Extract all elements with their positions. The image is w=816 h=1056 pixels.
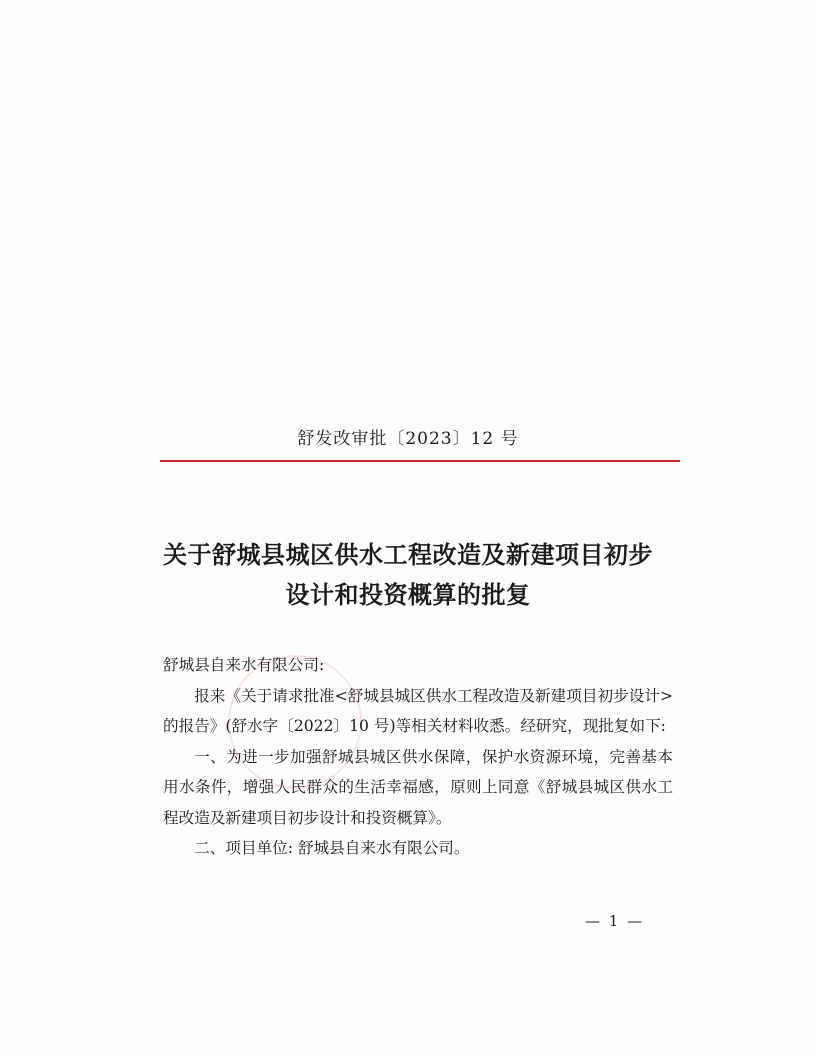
paragraph-2: 一、为进一步加强舒城县城区供水保障，保护水资源环境，完善基本用水条件，增强人民群众的生活幸福感，原则上同意《舒城县城区供水工程改造及新建项目初步设计和投资概算》。 [163,747,673,827]
document-title [0,535,816,615]
document-body [163,650,673,864]
title-line-2: 设计和投资概算的批复 [285,580,531,609]
red-separator-line [160,460,680,462]
page-number: — 1 — [585,912,645,930]
paragraph-1: 报来《关于请求批准<舒城县城区供水工程改造及新建项目初步设计>的报告》(舒水字〔2022〕10 号)等相关材料收悉。经研究，现批复如下: [163,686,673,735]
salutation: 舒城县自来水有限公司: [163,656,325,674]
title-line-1: 关于舒城县城区供水工程改造及新建项目初步 [163,540,653,569]
paragraph-3: 二、项目单位: 舒城县自来水有限公司。 [194,839,470,857]
document-number: 舒发改审批〔2023〕12 号 [297,429,519,449]
